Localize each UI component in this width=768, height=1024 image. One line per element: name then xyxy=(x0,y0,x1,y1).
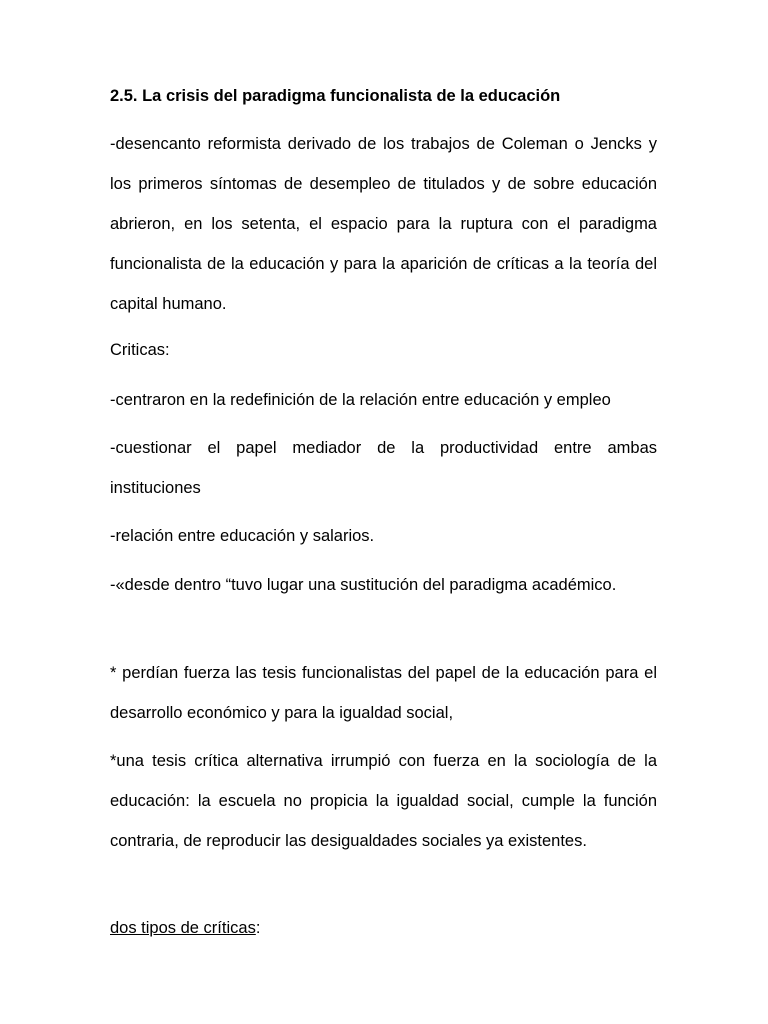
paragraph-sustitucion: -«desde dentro “tuvo lugar una sustitución del paradigma académico. xyxy=(110,576,617,594)
paragraph-tesis-funcionalistas: * perdían fuerza las tesis funcionalistas del papel de la educación para el desarrollo económico y para la igualdad social, xyxy=(110,664,657,722)
section-heading: 2.5. La crisis del paradigma funcionalista de la educación xyxy=(110,87,561,105)
paragraph-papel-mediador: -cuestionar el papel mediador de la productividad entre ambas instituciones xyxy=(110,439,657,497)
paragraph-dos-tipos xyxy=(110,908,657,948)
colon-suffix: : xyxy=(255,919,261,937)
paragraph-desencanto: -desencanto reformista derivado de los trabajos de Coleman o Jencks y los primeros síntomas de desempleo de titulados y de sobre educación abrieron, en los setenta, el espacio para la ruptura con el paradigma funcionalista de la educación y para la aparición de críticas a la teoría del capital humano. xyxy=(110,135,657,313)
underlined-phrase: dos tipos de críticas xyxy=(110,919,256,937)
paragraph-salarios: -relación entre educación y salarios. xyxy=(110,527,375,545)
paragraph-tesis-critica: *una tesis crítica alternativa irrumpió con fuerza en la sociología de la educación: la escuela no propicia la igualdad social, cumple la función contraria, de reproducir las desigualdades sociales ya existentes. xyxy=(110,752,657,850)
paragraph-redefinicion: -centraron en la redefinición de la relación entre educación y empleo xyxy=(110,391,611,409)
paragraph-criticas-label: Criticas: xyxy=(110,341,170,359)
